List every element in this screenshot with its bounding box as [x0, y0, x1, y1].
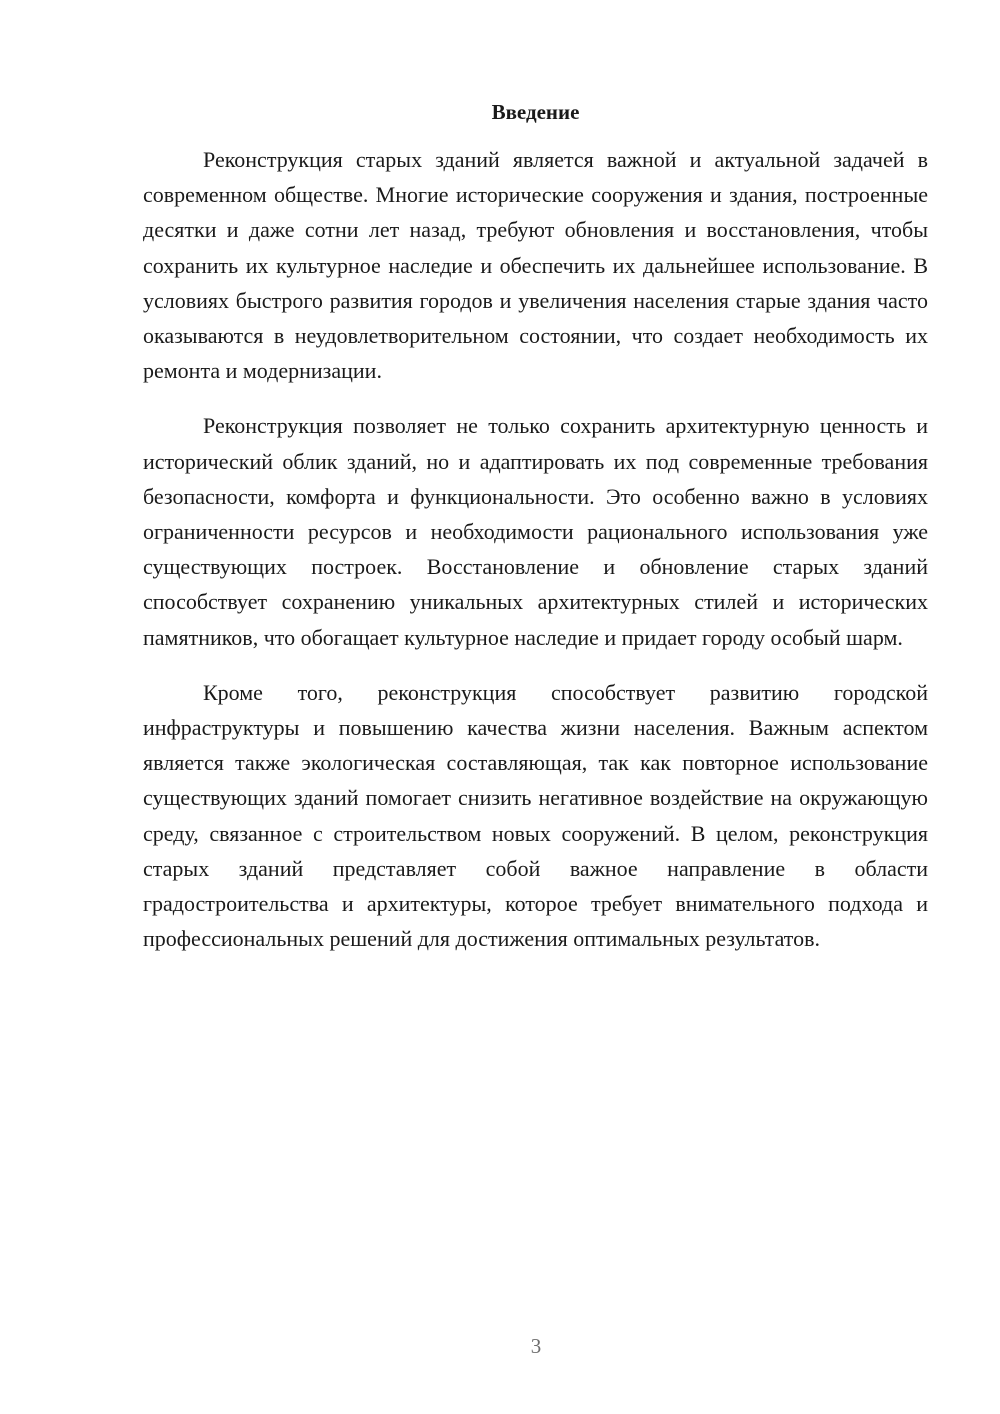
section-heading: Введение	[491, 100, 580, 124]
paragraph-3: Кроме того, реконструкция способствует развитию городской инфраструктуры и повышению качества жизни населения. Важным аспектом является также экологическая составляющая, так как повторное использование существующих зданий помогает снизить негативное воздействие на окружающую среду, связанное с строительством новых сооружений. В целом, реконструкция старых зданий представляет собой важное направление в области градостроительства и архитектуры, которое требует внимательного подхода и профессиональных решений для достижения оптимальных результатов.	[143, 679, 928, 952]
paragraph-1: Реконструкция старых зданий является важной и актуальной задачей в современном обществе. Многие исторические сооружения и здания, построенные десятки и даже сотни лет назад, требуют обновления и восстановления, чтобы сохранить их культурное наследие и обеспечить их дальнейшее использование. В условиях быстрого развития городов и увеличения населения старые здания часто оказываются в неудовлетворительном состоянии, что создает необходимость их ремонта и модернизации.	[143, 147, 928, 384]
body-text	[143, 142, 928, 976]
paragraph-2: Реконструкция позволяет не только сохранить архитектурную ценность и исторический облик зданий, но и адаптировать их под современные требования безопасности, комфорта и функциональности. Это особенно важно в условиях ограниченности ресурсов и необходимости рационального использования уже существующих построек. Восстановление и обновление старых зданий способствует сохранению уникальных архитектурных стилей и исторических памятников, что обогащает культурное наследие и придает городу особый шарм.	[143, 413, 928, 650]
page-number: 3	[530, 1334, 542, 1358]
